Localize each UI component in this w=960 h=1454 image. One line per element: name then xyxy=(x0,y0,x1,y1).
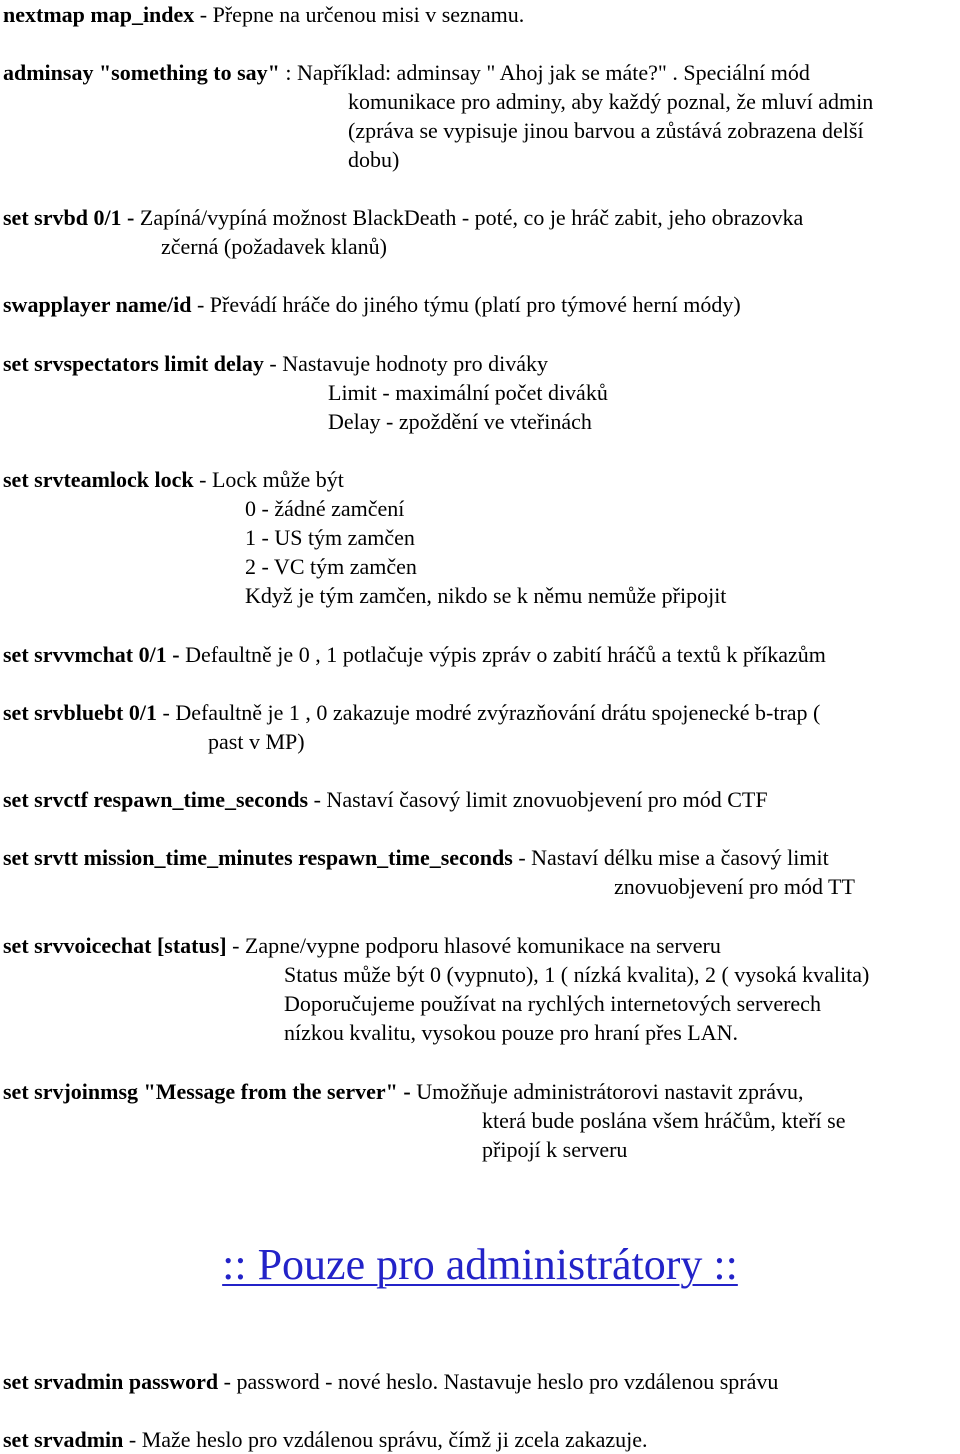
command-name: swapplayer name/id xyxy=(3,292,192,317)
command-description: - Zapne/vypne podporu hlasové komunikace na serveru xyxy=(226,933,721,958)
command-name: nextmap map_index xyxy=(3,2,195,27)
description-continuation: (zpráva se vypisuje jinou barvou a zůstává zobrazena delší xyxy=(348,118,864,143)
command-description: : Například: adminsay " Ahoj jak se máte?" . Speciální mód xyxy=(279,60,810,85)
description-continuation: dobu) xyxy=(348,147,400,172)
command-description: Defaultně je 0 , 1 potlačuje výpis zpráv o zabití hráčů a textů k příkazům xyxy=(179,642,826,667)
command-name: set srvbd 0/1 - xyxy=(3,205,135,230)
command-entry xyxy=(3,203,803,232)
command-description: - Nastavuje hodnoty pro diváky xyxy=(263,351,548,376)
description-continuation: nízkou kvalitu, vysokou pouze pro hraní přes LAN. xyxy=(284,1020,738,1045)
command-entry xyxy=(3,465,344,494)
command-entry xyxy=(3,931,721,960)
description-continuation: komunikace pro adminy, aby každý poznal, že mluví admin xyxy=(348,89,874,114)
description-continuation: 0 - žádné zamčení xyxy=(245,496,405,521)
command-description: Zapíná/vypíná možnost BlackDeath - poté, co je hráč zabit, jeho obrazovka xyxy=(134,205,804,230)
command-name: set srvteamlock lock xyxy=(3,467,194,492)
command-entry xyxy=(3,349,548,378)
command-entry xyxy=(3,0,524,29)
description-continuation: Limit - maximální počet diváků xyxy=(328,380,608,405)
command-entry xyxy=(3,1425,647,1454)
command-description: - Nastaví délku mise a časový limit xyxy=(512,845,829,870)
description-continuation: zčerná (požadavek klanů) xyxy=(161,234,387,259)
command-name: set srvctf respawn_time_seconds xyxy=(3,787,309,812)
command-description: - Defaultně je 1 , 0 zakazuje modré zvýrazňování drátu spojenecké b-trap ( xyxy=(157,700,821,725)
command-entry xyxy=(3,640,826,669)
description-continuation: 1 - US tým zamčen xyxy=(245,525,415,550)
command-entry xyxy=(3,1367,778,1396)
description-continuation: připojí k serveru xyxy=(482,1137,628,1162)
command-description: - Přepne na určenou misi v seznamu. xyxy=(194,2,525,27)
command-entry xyxy=(3,290,741,319)
command-name: set srvbluebt 0/1 xyxy=(3,700,157,725)
command-description: Umožňuje administrátorovi nastavit zprávu, xyxy=(410,1079,804,1104)
command-entry xyxy=(3,698,820,727)
command-description: - Převádí hráče do jiného týmu (platí pro týmové herní módy) xyxy=(191,292,741,317)
command-name: set srvspectators limit delay xyxy=(3,351,264,376)
command-entry xyxy=(3,785,768,814)
command-name: set srvadmin password xyxy=(3,1369,219,1394)
admin-section-heading-link[interactable]: :: Pouze pro administrátory :: xyxy=(222,1240,738,1289)
command-description: - Lock může být xyxy=(193,467,344,492)
command-description: - Nastaví časový limit znovuobjevení pro mód CTF xyxy=(308,787,768,812)
command-entry xyxy=(3,1077,804,1106)
description-continuation: Když je tým zamčen, nikdo se k němu nemůže připojit xyxy=(245,583,727,608)
command-name: set srvadmin xyxy=(3,1427,124,1452)
command-name: adminsay "something to say" xyxy=(3,60,280,85)
description-continuation: 2 - VC tým zamčen xyxy=(245,554,417,579)
description-continuation: Status může být 0 (vypnuto), 1 ( nízká kvalita), 2 ( vysoká kvalita) xyxy=(284,962,870,987)
description-continuation: která bude poslána všem hráčům, kteří se xyxy=(482,1108,846,1133)
command-entry xyxy=(3,58,810,87)
command-name: set srvvoicechat [status] xyxy=(3,933,227,958)
command-description: - password - nové heslo. Nastavuje heslo pro vzdálenou správu xyxy=(218,1369,779,1394)
command-name: set srvvmchat 0/1 - xyxy=(3,642,180,667)
command-description: - Maže heslo pro vzdálenou správu, čímž ji zcela zakazuje. xyxy=(123,1427,648,1452)
description-continuation: Doporučujeme používat na rychlých internetových serverech xyxy=(284,991,821,1016)
command-name: set srvjoinmsg "Message from the server" - xyxy=(3,1079,411,1104)
description-continuation: znovuobjevení pro mód TT xyxy=(614,874,855,899)
description-continuation: past v MP) xyxy=(208,729,305,754)
command-name: set srvtt mission_time_minutes respawn_time_seconds xyxy=(3,845,513,870)
description-continuation: Delay - zpoždění ve vteřinách xyxy=(328,409,592,434)
command-entry xyxy=(3,843,829,872)
